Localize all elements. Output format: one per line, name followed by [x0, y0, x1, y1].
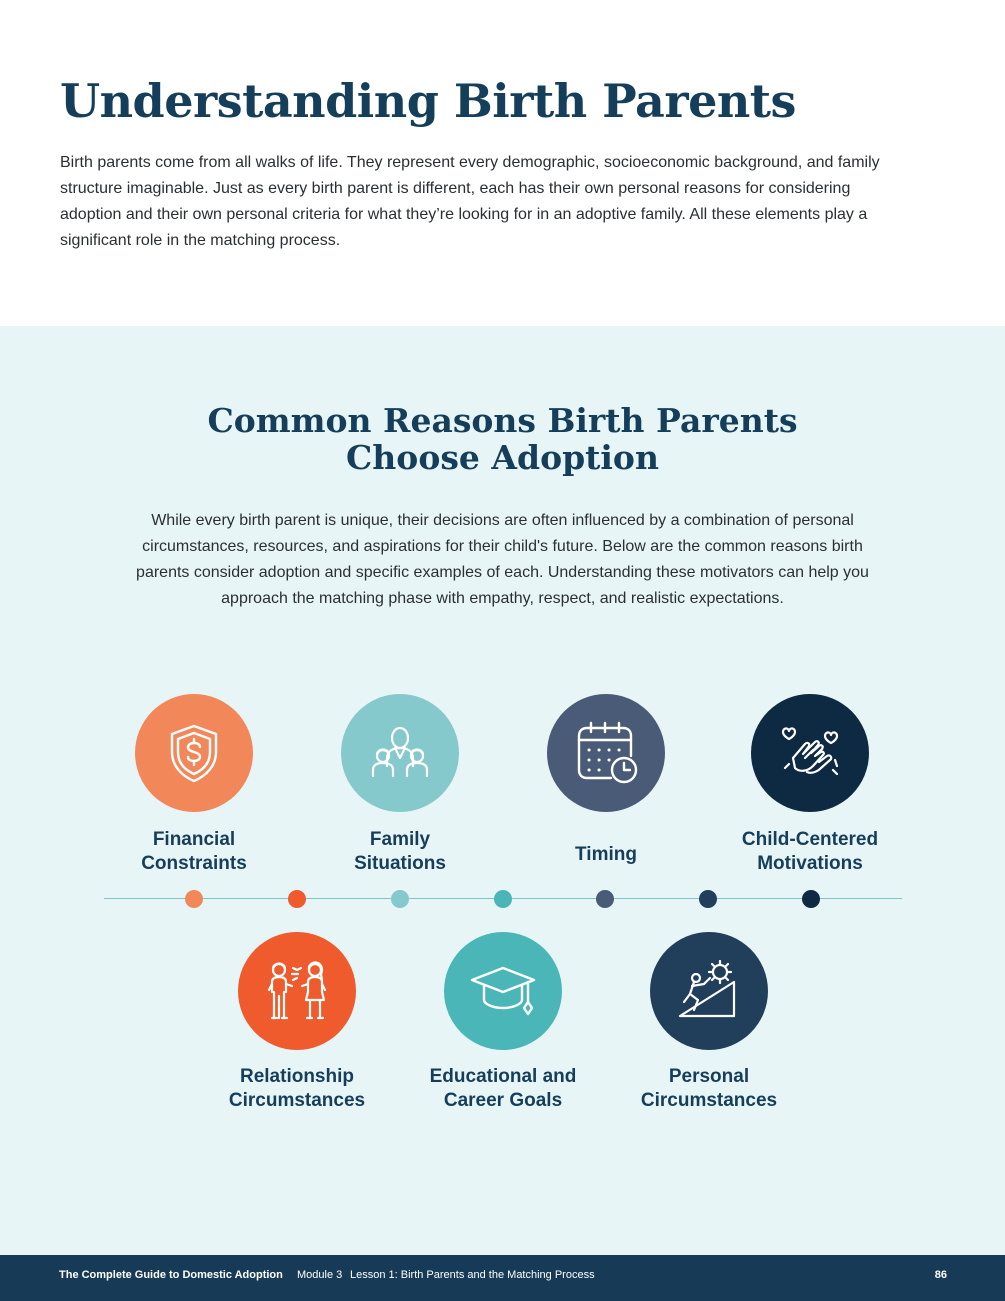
reason-personal-label — [614, 1065, 804, 1113]
intro-paragraph: Birth parents come from all walks of life. They represent every demographic, socioeconomic background, and family structure imaginable. Just as every birth parent is different, each has their own personal reasons for considering adoption and their own personal criteria for what they’re looking for in an adoptive family. All these elements play a significant role in the matching process. — [60, 154, 880, 249]
reason-family-label-line-2: Situations — [354, 853, 446, 874]
reason-relationship-label — [202, 1065, 392, 1113]
timeline-dot-financial — [185, 890, 203, 908]
arguing-couple-icon — [262, 956, 332, 1026]
reason-relationship-label-line-1: Relationship — [239, 1066, 354, 1087]
graduation-cap-icon — [468, 956, 538, 1026]
reason-child-centered-circle — [751, 694, 869, 812]
reason-child-centered-label-line-1: Child-Centered — [741, 829, 879, 850]
reason-timing-label — [511, 843, 701, 867]
shield-dollar-icon — [159, 718, 229, 788]
page-title: Understanding Birth Parents — [60, 74, 796, 128]
climbing-person-icon — [674, 956, 744, 1026]
footer-page-number: 86 — [934, 1269, 947, 1281]
intro-section — [0, 0, 1005, 326]
reason-educational-label-line-1: Educational and — [429, 1066, 577, 1087]
family-icon — [365, 718, 435, 788]
footer-module: Module 3 — [297, 1269, 343, 1281]
reason-child-centered-label-line-2: Motivations — [757, 853, 863, 874]
reason-family-circle — [341, 694, 459, 812]
timeline-dot-educational — [494, 890, 512, 908]
section-description: While every birth parent is unique, their decisions are often influenced by a combination of personal circumstances, resources, and aspirations for their child's future. Below are the common reasons birth parents consider adoption and specific examples of each. Understanding these motivators can help you approach the matching phase with empathy, respect, and realistic expectations. — [136, 512, 869, 607]
timeline-dot-family — [391, 890, 409, 908]
reason-child-centered-label — [715, 828, 905, 876]
reason-timing-circle — [547, 694, 665, 812]
reason-relationship-circle — [238, 932, 356, 1050]
timeline-dot-relationship — [288, 890, 306, 908]
reason-educational-label — [408, 1065, 598, 1113]
reason-financial-label — [99, 828, 289, 876]
calendar-clock-icon — [571, 718, 641, 788]
section-title-line-1: Common Reasons Birth Parents — [207, 401, 798, 440]
timeline-dot-timing — [596, 890, 614, 908]
holding-hands-icon — [775, 718, 845, 788]
section-title-line-2: Choose Adoption — [346, 438, 659, 477]
reason-personal-circle — [650, 932, 768, 1050]
section-title — [0, 402, 1005, 476]
reason-relationship-label-line-2: Circumstances — [228, 1090, 366, 1111]
page-footer — [0, 1255, 1005, 1301]
reason-financial-label-line-2: Constraints — [141, 853, 247, 874]
reason-financial-label-line-1: Financial — [152, 829, 236, 850]
timeline-dot-child-centered — [802, 890, 820, 908]
reason-family-label — [305, 828, 495, 876]
reason-personal-label-line-2: Circumstances — [640, 1090, 778, 1111]
reason-personal-label-line-1: Personal — [668, 1066, 750, 1087]
reason-financial-circle — [135, 694, 253, 812]
reason-family-label-line-1: Family — [369, 829, 431, 850]
footer-lesson: Lesson 1: Birth Parents and the Matching Process — [350, 1269, 595, 1281]
reason-educational-circle — [444, 932, 562, 1050]
footer-guide-title: The Complete Guide to Domestic Adoption — [59, 1269, 283, 1281]
reason-educational-label-line-2: Career Goals — [443, 1090, 563, 1111]
timeline-dot-personal — [699, 890, 717, 908]
reason-timing-label-line-1: Timing — [575, 844, 637, 865]
